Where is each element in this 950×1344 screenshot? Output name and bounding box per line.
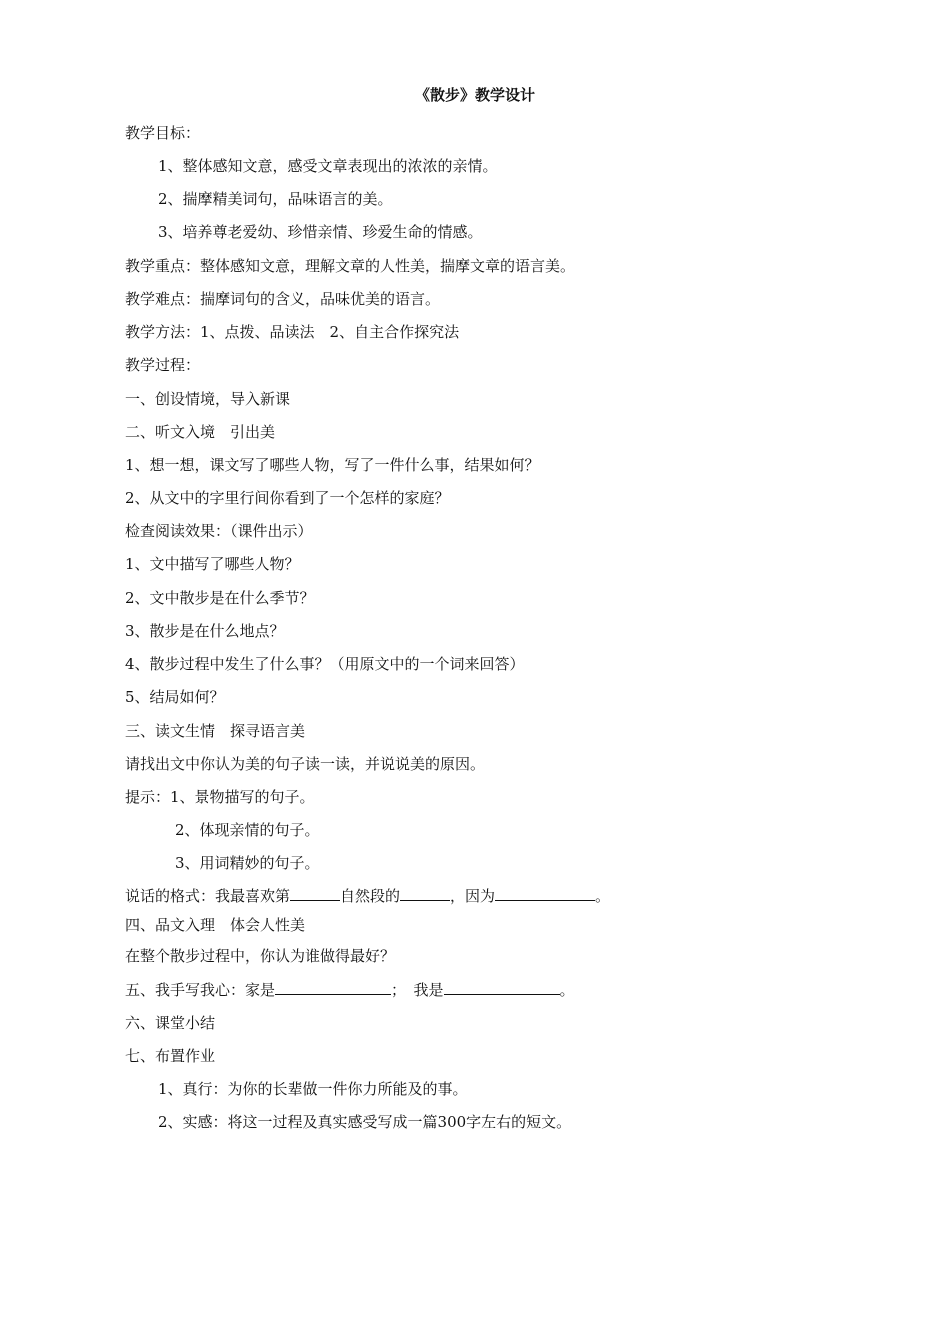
speaking-format <box>125 885 610 907</box>
goals-heading: 教学目标： <box>125 124 201 142</box>
question-item: 5、结局如何？ <box>125 688 225 706</box>
question-item: 在整个散步过程中，你认为谁做得最好？ <box>125 947 396 965</box>
sec5-text: 五、我手写我心：家是 <box>125 981 276 999</box>
question-item: 3、散步是在什么地点？ <box>125 622 285 640</box>
question-item: 1、文中描写了哪些人物？ <box>125 555 300 573</box>
section-heading: 六、课堂小结 <box>125 1014 216 1032</box>
key-point: 教学重点：整体感知文意，理解文章的人性美，揣摩文章的语言美。 <box>125 257 576 275</box>
format-text: ，因为 <box>450 887 496 905</box>
methods: 教学方法：1、点拨、品读法 2、自主合作探究法 <box>125 323 460 341</box>
document-title: 《散步》教学设计 <box>414 86 535 104</box>
section-heading: 二、听文入境 引出美 <box>125 423 276 441</box>
question-item: 2、文中散步是在什么季节？ <box>125 589 315 607</box>
format-text: 。 <box>595 887 611 905</box>
section-heading: 一、创设情境，导入新课 <box>125 390 291 408</box>
difficulty: 教学难点：揣摩词句的含义，品味优美的语言。 <box>125 290 441 308</box>
format-text: 自然段的 <box>340 887 401 905</box>
goal-item: 1、整体感知文意，感受文章表现出的浓浓的亲情。 <box>158 157 498 175</box>
sec5-text: 。 <box>559 981 575 999</box>
goal-item: 3、培养尊老爱幼、珍惜亲情、珍爱生命的情感。 <box>158 223 483 241</box>
question-item: 2、从文中的字里行间你看到了一个怎样的家庭？ <box>125 489 450 507</box>
section-heading <box>125 979 575 1001</box>
question-item: 1、想一想，课文写了哪些人物，写了一件什么事，结果如何？ <box>125 456 540 474</box>
check-heading: 检查阅读效果：（课件出示） <box>125 522 313 540</box>
fill-blank <box>400 885 450 901</box>
section-heading: 七、布置作业 <box>125 1047 216 1065</box>
homework-item: 1、真行：为你的长辈做一件你力所能及的事。 <box>158 1080 468 1098</box>
question-item: 4、散步过程中发生了什么事？（用原文中的一个词来回答） <box>125 655 525 673</box>
homework-item: 2、实感：将这一过程及真实感受写成一篇300字左右的短文。 <box>158 1113 572 1131</box>
hint-item: 2、体现亲情的句子。 <box>175 821 320 839</box>
fill-blank <box>275 979 391 995</box>
fill-blank <box>290 885 340 901</box>
section-heading: 四、品文入理 体会人性美 <box>125 916 306 934</box>
hint-item: 3、用词精妙的句子。 <box>175 854 320 872</box>
fill-blank <box>444 979 560 995</box>
hint-item: 提示：1、景物描写的句子。 <box>125 788 315 806</box>
goal-item: 2、揣摩精美词句，品味语言的美。 <box>158 190 393 208</box>
format-text: 说话的格式：我最喜欢第 <box>125 887 291 905</box>
section-heading: 三、读文生情 探寻语言美 <box>125 722 306 740</box>
sec5-text: ； 我是 <box>391 981 444 999</box>
task-text: 请找出文中你认为美的句子读一读，并说说美的原因。 <box>125 755 486 773</box>
fill-blank <box>495 885 595 901</box>
process-heading: 教学过程： <box>125 356 201 374</box>
